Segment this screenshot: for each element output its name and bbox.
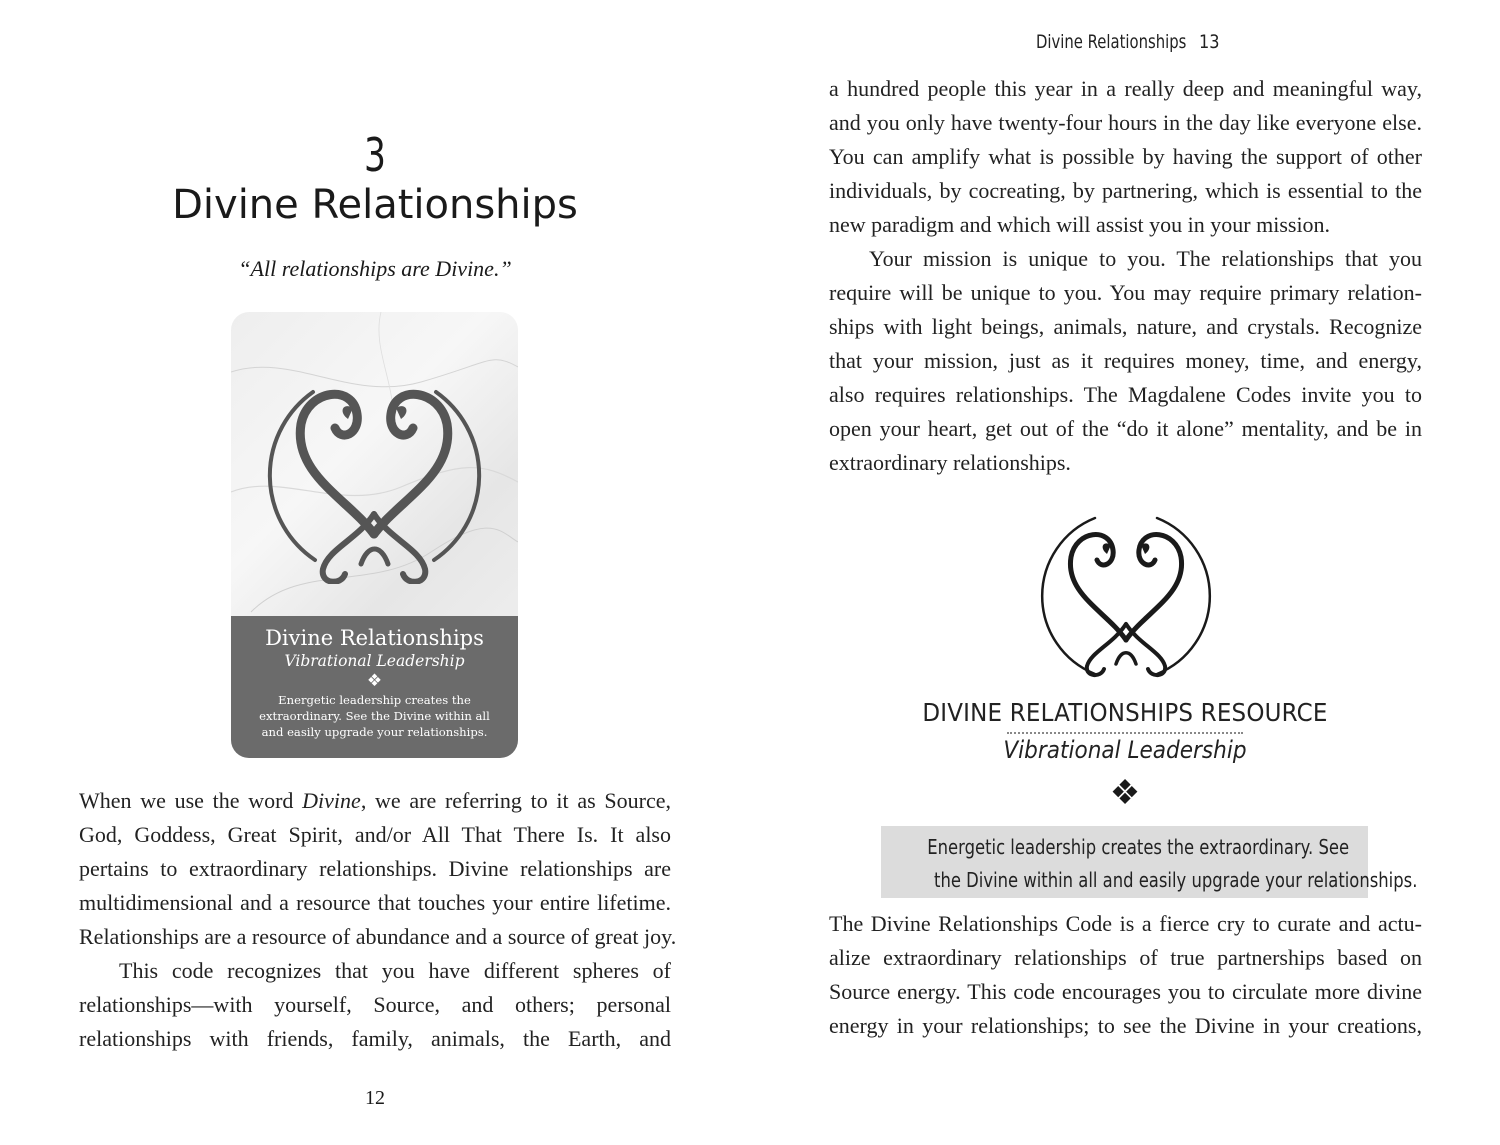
chapter-title: Divine Relationships [172,182,578,228]
card-subtitle: Vibrational Leadership [284,652,465,670]
paragraph: a hundred people this year in a really deep and meaningful way, and you only have twenty-four hours in the day like everyone else. You can amplify what is possible by having the support of other individuals, by cocreating, by partnering, which is essential to the new paradigm and which will assist you in your mission. [829,76,1422,237]
chapter-number: 3 [364,128,386,182]
diamond-ornament-icon: ❖ [1109,775,1141,812]
card-title: Divine Relationships [265,626,484,650]
resource-title: DIVINE RELATIONSHIPS RESOURCE [922,698,1328,727]
right-body-text-top [829,72,1422,480]
page-number: 12 [365,1087,385,1109]
heart-scroll-emblem-icon [1035,512,1217,680]
page-number: 13 [1199,31,1220,53]
diamond-ornament-icon: ❖ [366,671,383,690]
italic-word: Divine [302,788,361,813]
line-with-italic: When we use the word Divine, we are referring to it as Source, [79,788,671,813]
card-text: Energetic leadership creates the extraordinary. See the Divine within all and easily upgrade your relationships. [259,693,490,739]
dotted-divider [1007,732,1243,734]
card-caption-band [231,616,518,758]
resource-callout-text: Energetic leadership creates the extraordinary. See the Divine within all and easily upgrade your relationships. [927,835,1418,892]
resource-subtitle: Vibrational Leadership [1003,736,1247,764]
paragraph: When we use the word Divine, we are referring to it as Source, God, Goddess, Great Spirit, and/or All That There Is. It also pertains to extraordinary relationships. Divine relationships are multidimensional and a resource that touches your entire lifetime. Relationships are a resource of abundance and a source of great joy. [79,784,671,954]
oracle-card [231,312,518,758]
right-body-text-bottom [829,907,1422,1043]
paragraph: This code recognizes that you have different spheres of relationships—with yourself, Source, and others; personal relationships with friends, family, animals, the Earth, and [79,958,671,1051]
paragraph: The Divine Relationships Code is a fierce cry to curate and actu- alize extraordinary relationships of true partnerships based on Source energy. This code encourages you to circulate more divine energy in your relationships; to see the Divine in your creations, [829,911,1422,1038]
left-body-text [79,784,677,1056]
paragraph: Your mission is unique to you. The relationships that you require will be unique to you. You may require primary relation- ships with light beings, animals, nature, and crystals. Recognize that your mission, just as it requires money, time, and energy, also requires relationships. The Magdalene Codes invite you to open your heart, get out of the “do it alone” mentality, and be in extraordinary relationships. [829,246,1422,475]
running-head: Divine Relationships [1036,31,1187,53]
resource-callout-box [881,826,1418,898]
heart-scroll-emblem-icon [253,364,496,584]
epigraph: “All relationships are Divine.” [238,256,512,281]
